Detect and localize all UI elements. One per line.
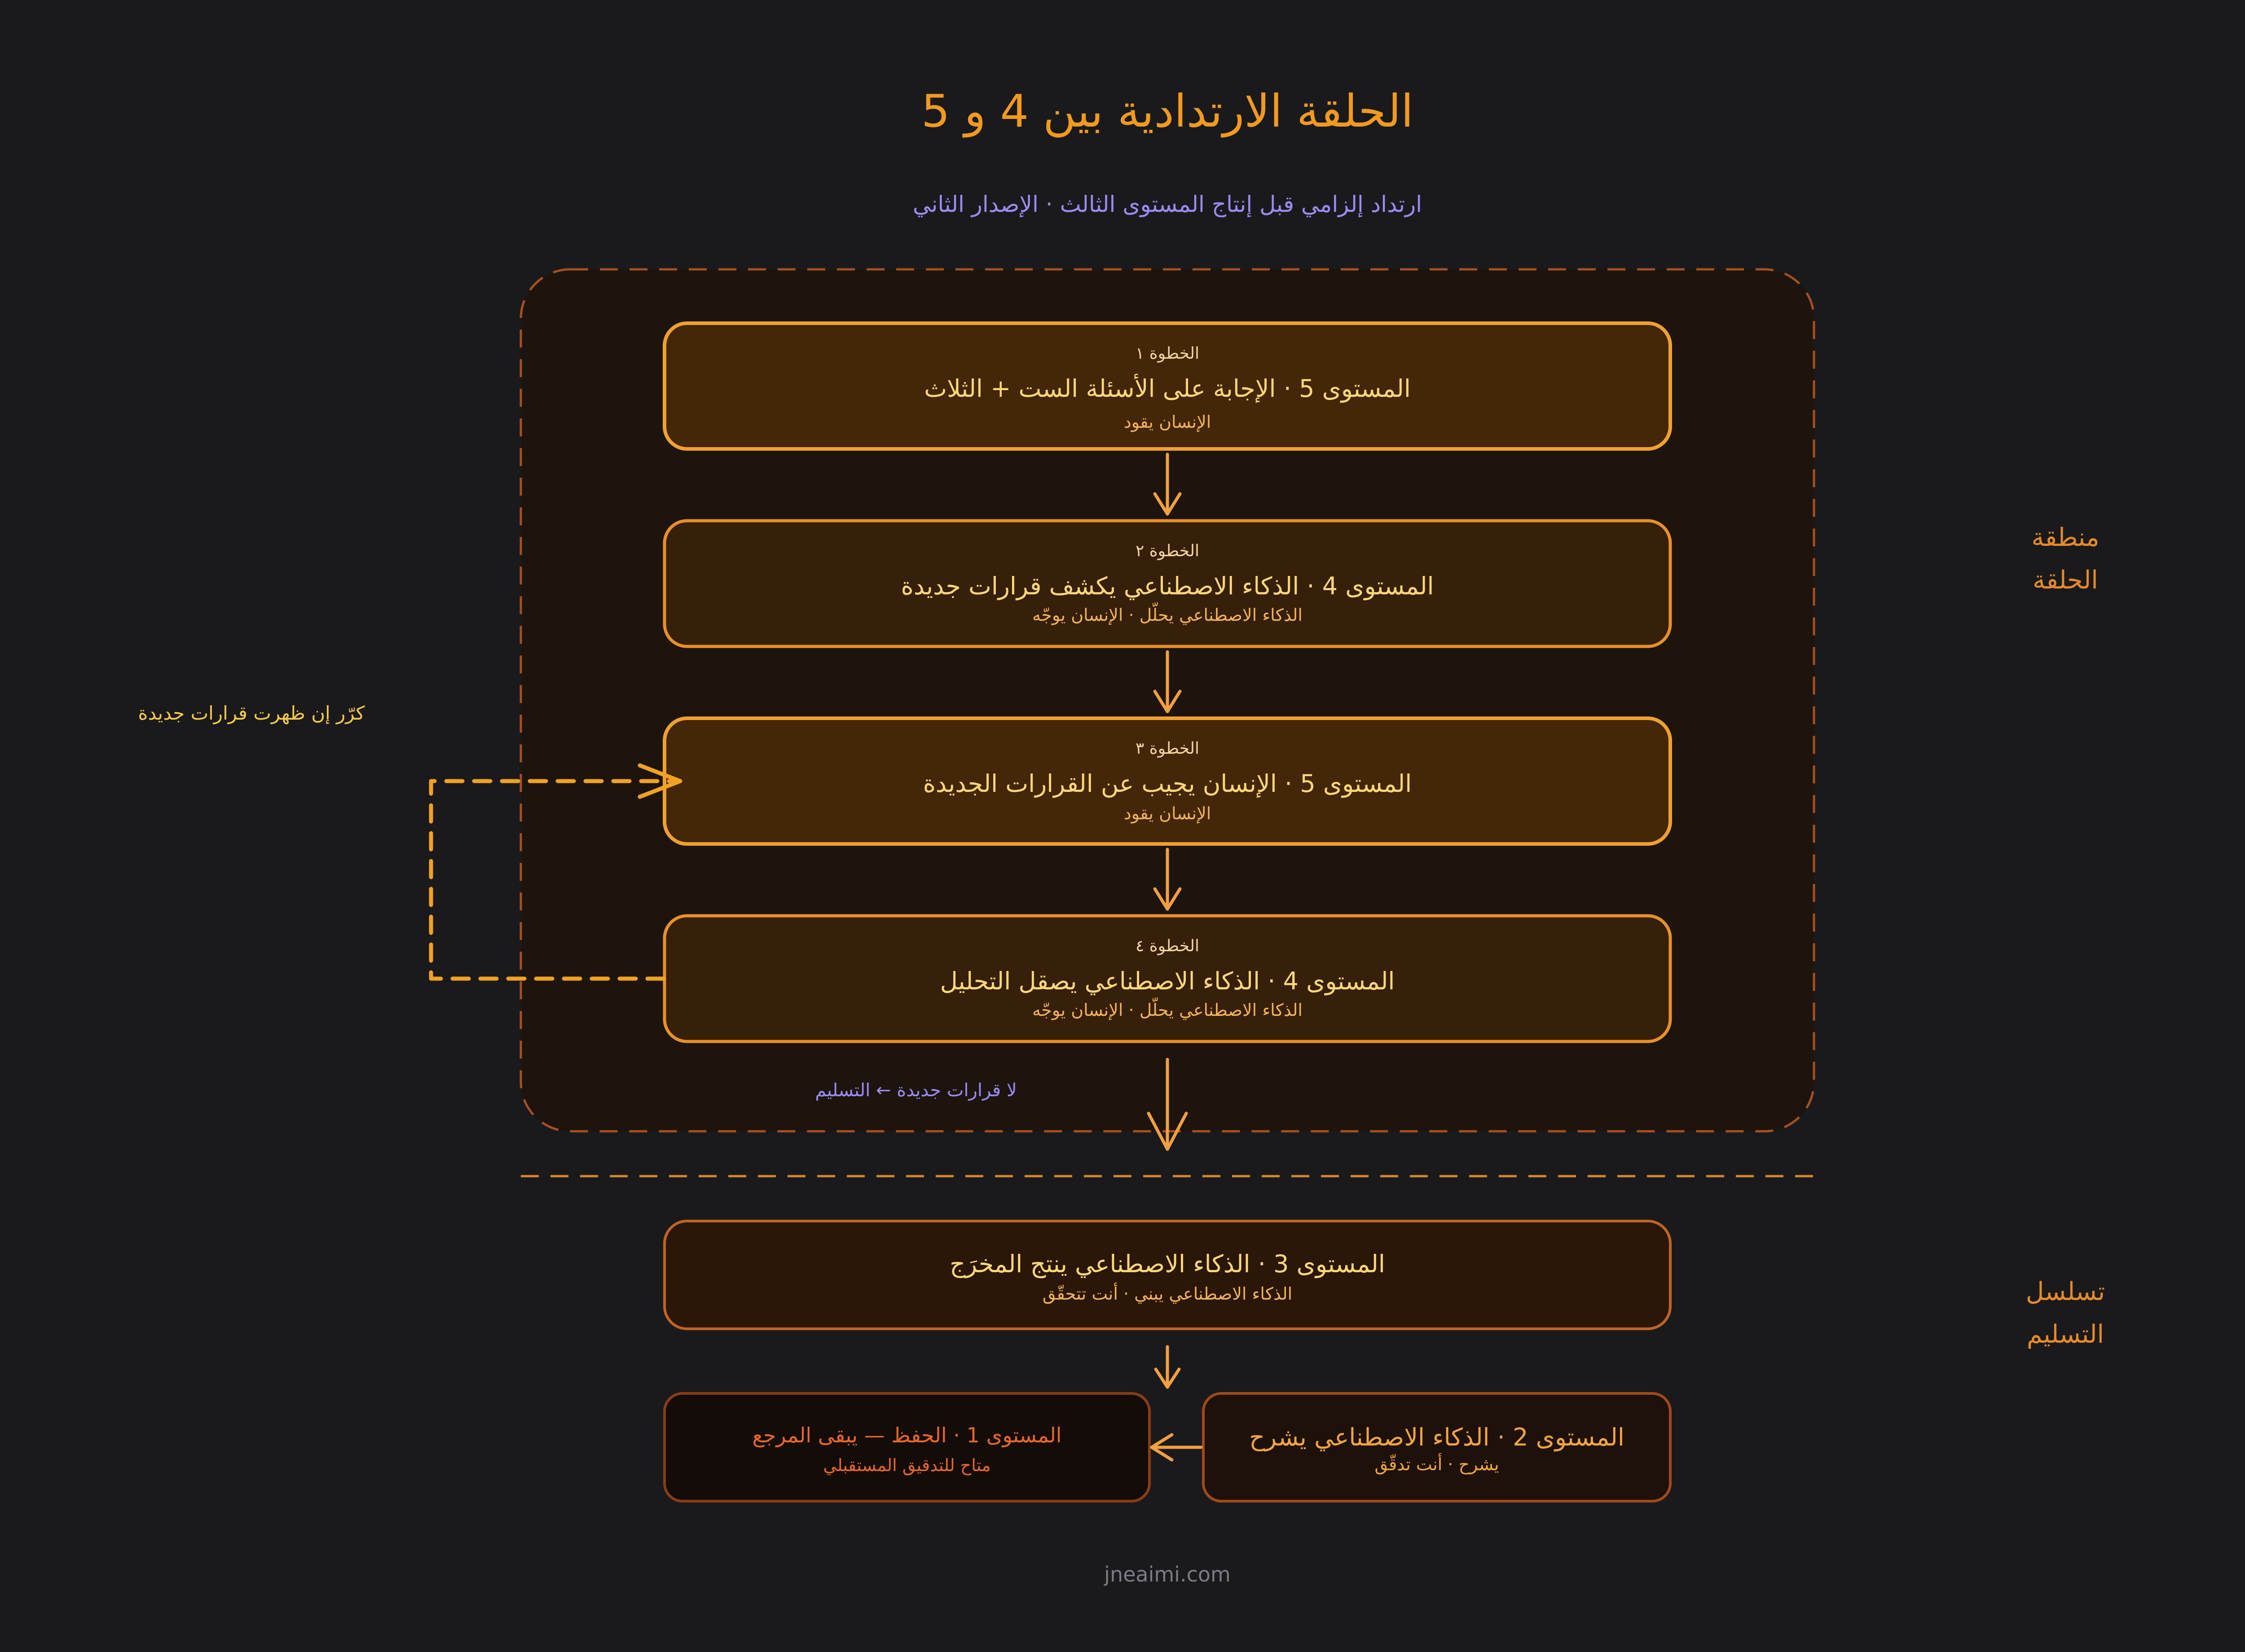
step-2-subtitle: الذكاء الاصطناعي يحلّل · الإنسان يوجّه <box>1032 605 1303 625</box>
step-3-label: الخطوة ٣ <box>1136 739 1199 758</box>
step-4-label: الخطوة ٤ <box>1136 937 1199 955</box>
loop-repeat-note: كرّر إن ظهرت قرارات جديدة <box>138 702 365 724</box>
step-3-title: المستوى 5 · الإنسان يجيب عن القرارات الجديدة <box>923 769 1412 798</box>
step-1-subtitle: الإنسان يقود <box>1123 412 1211 432</box>
zone-label-loop <box>2031 516 2099 602</box>
step-2-title: المستوى 4 · الذكاء الاصطناعي يكشف قرارات جديدة <box>901 572 1434 600</box>
step-2-label: الخطوة ٢ <box>1136 542 1199 560</box>
zone-label-loop-line1: منطقة <box>2031 523 2100 552</box>
step-1-label: الخطوة ١ <box>1136 344 1199 363</box>
step-4-subtitle: الذكاء الاصطناعي يحلّل · الإنسان يوجّه <box>1032 1000 1303 1020</box>
level-1-subtitle: متاح للتدقيق المستقبلي <box>823 1455 991 1475</box>
zone-label-loop-line2: الحلقة <box>2033 566 2098 595</box>
loop-exit-note: لا قرارات جديدة ← التسليم <box>815 1080 1017 1101</box>
level-2-subtitle: يشرح · أنت تدقّق <box>1374 1454 1499 1474</box>
zone-label-delivery-line2: التسليم <box>2026 1320 2104 1349</box>
level-3-title: المستوى 3 · الذكاء الاصطناعي ينتج المخرَج <box>950 1250 1385 1278</box>
diagram-title: الحلقة الارتدادية بين 4 و 5 <box>921 85 1413 137</box>
zone-label-delivery-line1: تسلسل <box>2025 1277 2105 1306</box>
zone-label-delivery <box>2026 1270 2105 1356</box>
step-3-subtitle: الإنسان يقود <box>1123 804 1211 823</box>
level-3-subtitle: الذكاء الاصطناعي يبني · أنت تتحقّق <box>1042 1284 1293 1304</box>
footer-link[interactable]: jneaimi.com <box>1104 1562 1231 1586</box>
level-1-title: المستوى 1 · الحفظ — يبقى المرجع <box>752 1423 1062 1447</box>
step-4-title: المستوى 4 · الذكاء الاصطناعي يصقل التحليل <box>940 967 1395 995</box>
level-2-title: المستوى 2 · الذكاء الاصطناعي يشرح <box>1249 1423 1624 1451</box>
diagram-subtitle: ارتداد إلزامي قبل إنتاج المستوى الثالث · الإصدار الثاني <box>912 191 1422 217</box>
step-1-title: المستوى 5 · الإجابة على الأسئلة الست + الثلاث <box>924 374 1411 403</box>
